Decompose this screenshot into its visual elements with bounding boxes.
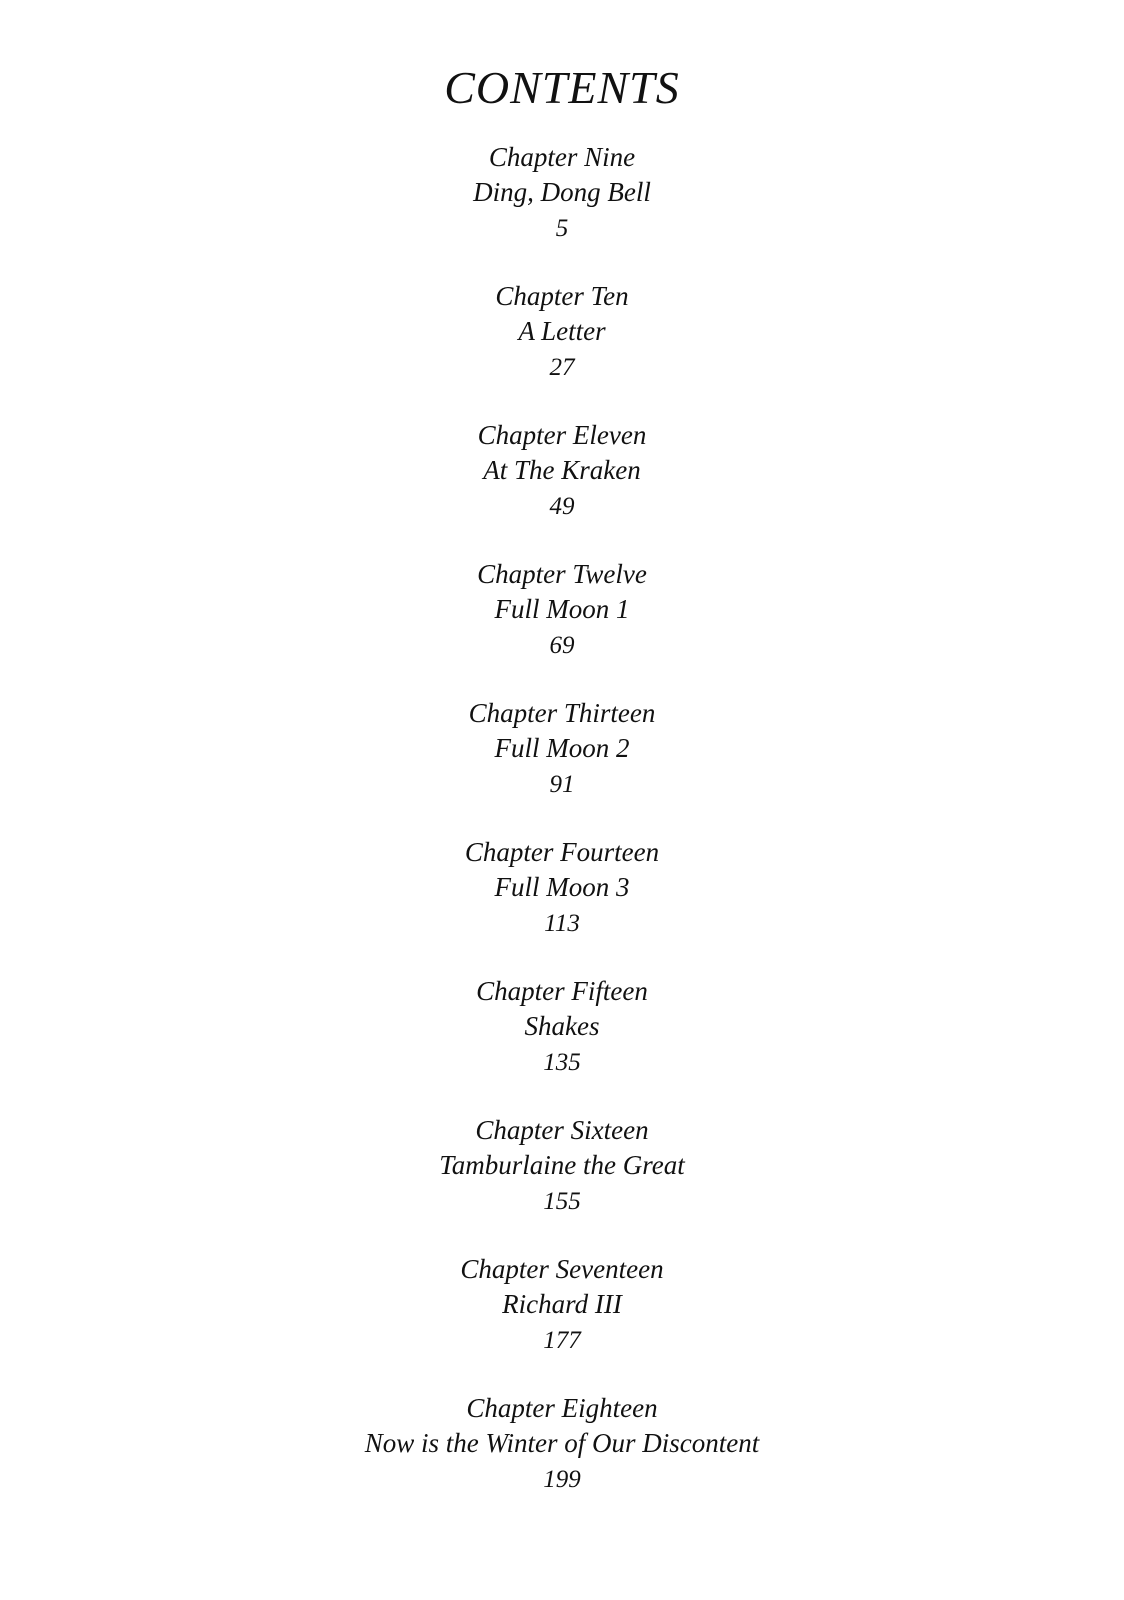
- contents-entry: [0, 557, 1124, 696]
- chapter-number: Chapter Thirteen: [468, 698, 656, 728]
- chapter-number: Chapter Fifteen: [476, 976, 648, 1006]
- chapter-title: Shakes: [524, 1011, 600, 1041]
- chapter-number: Chapter Twelve: [477, 559, 647, 589]
- contents-entry: [0, 1113, 1124, 1252]
- contents-entry: [0, 140, 1124, 279]
- page-number: 113: [544, 910, 580, 937]
- page-number: 91: [549, 771, 575, 798]
- chapter-title: Full Moon 2: [494, 733, 630, 763]
- chapter-number: Chapter Nine: [488, 142, 636, 172]
- page-number: 49: [549, 493, 575, 520]
- chapter-title: Ding, Dong Bell: [473, 177, 651, 207]
- chapter-title: Full Moon 3: [494, 872, 630, 902]
- contents-entry: [0, 835, 1124, 974]
- page-number: 155: [543, 1188, 581, 1215]
- chapter-number: Chapter Sixteen: [475, 1115, 649, 1145]
- chapter-title: At The Kraken: [483, 455, 641, 485]
- contents-entry: [0, 974, 1124, 1113]
- chapter-number: Chapter Seventeen: [460, 1254, 664, 1284]
- page-number: 199: [543, 1466, 581, 1493]
- page-number: 177: [543, 1327, 581, 1354]
- contents-entry: [0, 1252, 1124, 1391]
- contents-entry: [0, 418, 1124, 557]
- contents-list: [0, 140, 1124, 1530]
- chapter-title: Now is the Winter of Our Discontent: [364, 1428, 760, 1458]
- contents-entry: [0, 1391, 1124, 1530]
- page-number: 5: [555, 215, 569, 242]
- page-number: 135: [543, 1049, 581, 1076]
- page-title: CONTENTS: [444, 62, 680, 113]
- chapter-title: Tamburlaine the Great: [439, 1150, 685, 1180]
- chapter-number: Chapter Ten: [495, 281, 629, 311]
- chapter-number: Chapter Eleven: [477, 420, 647, 450]
- page-number: 27: [549, 354, 575, 381]
- contents-entry: [0, 279, 1124, 418]
- page-number: 69: [549, 632, 575, 659]
- chapter-number: Chapter Fourteen: [464, 837, 660, 867]
- contents-entry: [0, 696, 1124, 835]
- chapter-title: A Letter: [518, 316, 606, 346]
- chapter-number: Chapter Eighteen: [466, 1393, 658, 1423]
- chapter-title: Richard III: [502, 1289, 622, 1319]
- chapter-title: Full Moon 1: [494, 594, 630, 624]
